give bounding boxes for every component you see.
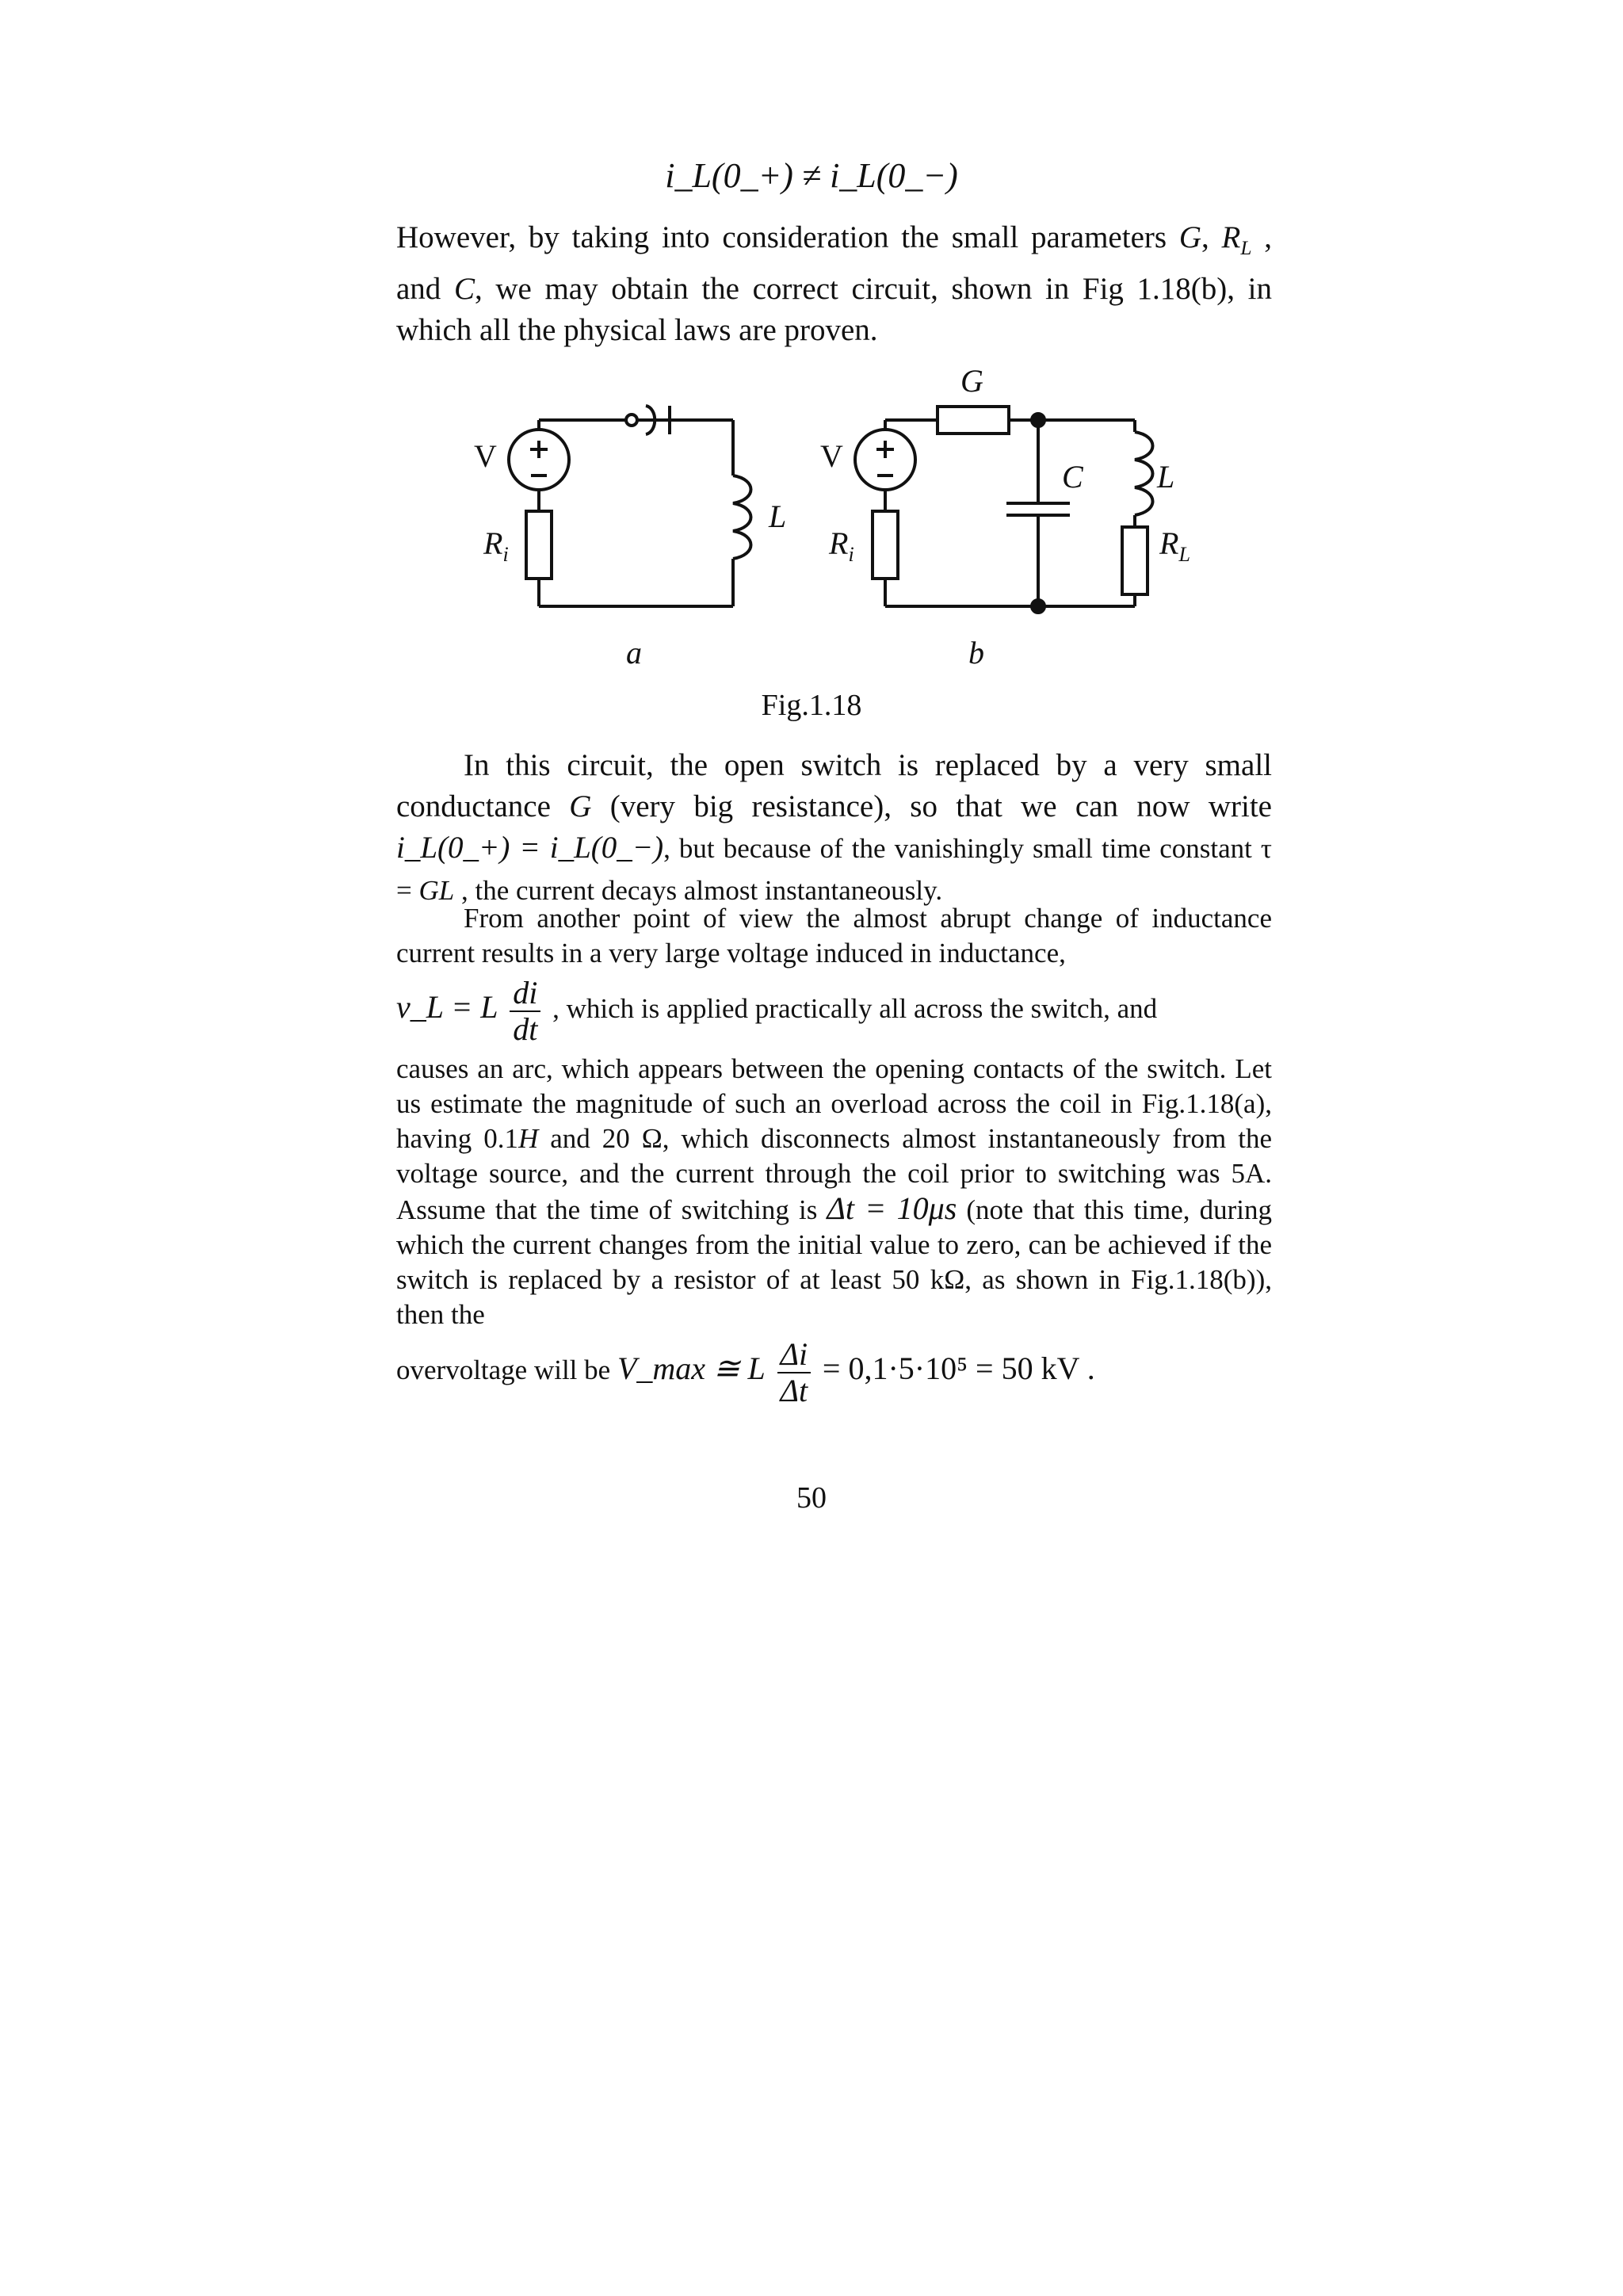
voltage-source-b — [855, 430, 915, 490]
circuit-b — [855, 407, 1153, 613]
circuit-a — [509, 406, 751, 606]
voltage-source-a — [509, 430, 569, 490]
paragraph-conductance: In this circuit, the open switch is replaced by a very small conductance G (very big resistance), so that we can now write i_L(0_+) = i_L(0_−), but because of the vanishingly small time constant τ = GL , the current decays almost instantaneously. — [396, 748, 1272, 906]
inductor-a — [733, 476, 751, 559]
label-ri-a: $R_i$ — [483, 525, 509, 566]
label-l-b: L — [1157, 459, 1175, 495]
equation-inequality: i_L(0_+) ≠ i_L(0_−) — [665, 156, 958, 195]
label-g: G — [960, 363, 983, 399]
resistor-rl — [1122, 527, 1148, 594]
label-circuit-a: a — [626, 635, 642, 670]
paragraph-overvoltage: From another point of view the almost abrupt change of inductance current results in a very large voltage induced in inductance, v_L = L $\frac{di}{dt}$ , which is applied practically all across the switch, and causes an arc, which appears between the opening contacts of the switch. Let us estimate the magnitude of such an overload across the coil in Fig.1.18(a), having 0.1H and 20 Ω, which disconnects almost instantaneously from the voltage source, and the current through the coil prior to switching was 5A. Assume that the time of switching is Δt = 10μs (note that this time, during which the current changes from the initial value to zero, can be achieved if the switch is replaced by a resistor of at least 50 kΩ, as shown in Fig.1.18(b)), then the overvoltage will be V_max ≅ L $\frac{\Delta i}{\Delta t}$ = 0,1·5·10⁵ = 50 kV . — [396, 903, 1272, 1408]
circuit-figure — [0, 0, 1623, 713]
fraction-delta-i-delta-t: $\frac{\Delta i}{\Delta t}$ — [777, 1337, 812, 1408]
fraction-di-dt: $\frac{di}{dt}$ — [510, 976, 540, 1047]
paragraph-intro: However, by taking into consideration the small parameters G, $R_L$ , and C, we may obtain the correct circuit, shown in Fig 1.18(b), in which all the physical laws are proven. — [396, 220, 1272, 347]
label-l-a: L — [769, 499, 787, 534]
label-ri-b: $R_i$ — [829, 525, 854, 566]
conductance-g — [938, 407, 1009, 434]
resistor-ri-a — [526, 511, 552, 579]
label-v-a: V — [474, 438, 497, 474]
inductor-b — [1135, 432, 1153, 515]
equation-vl: v_L = L $\frac{di}{dt}$ , which is applied practically all across the switch, and — [396, 975, 1158, 1047]
label-circuit-b: b — [968, 635, 984, 670]
resistor-ri-b — [873, 511, 898, 579]
equation-vmax: overvoltage will be V_max ≅ L $\frac{\Delta i}{\Delta t}$ = 0,1·5·10⁵ = 50 kV . — [396, 1336, 1095, 1408]
label-c: C — [1062, 459, 1083, 495]
figure-caption: Fig.1.18 — [761, 689, 862, 722]
label-v-b: V — [820, 438, 843, 474]
page-number: 50 — [796, 1481, 827, 1515]
switch-contact — [626, 415, 637, 426]
label-rl: $R_L$ — [1159, 525, 1190, 566]
